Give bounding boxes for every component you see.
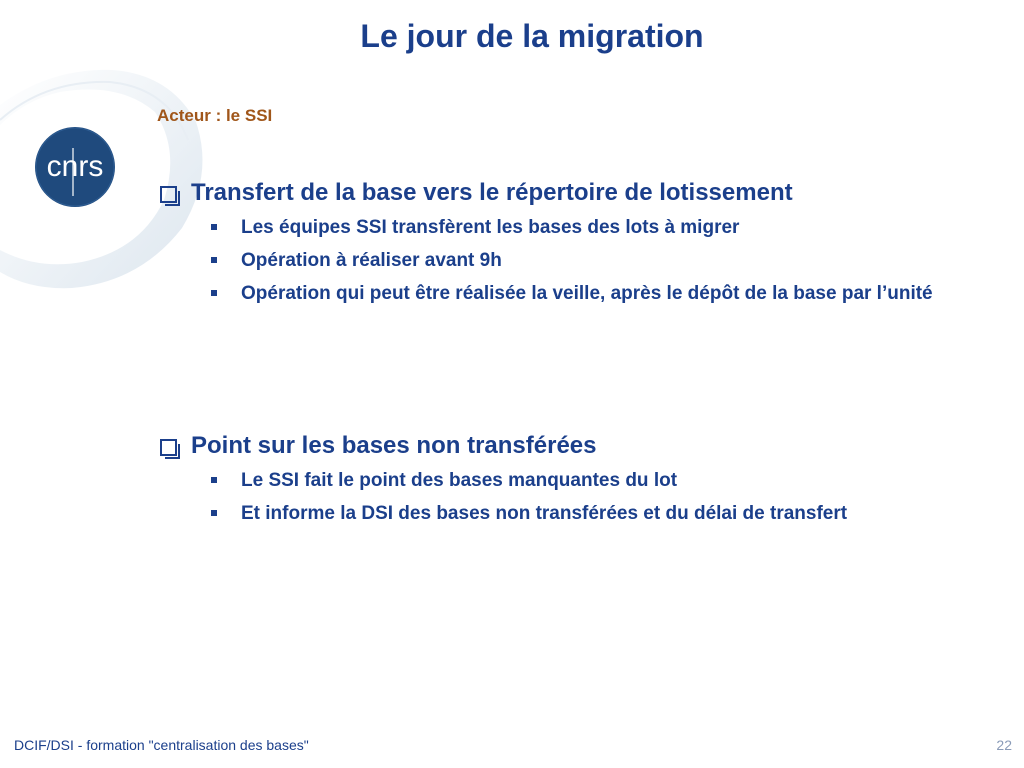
- list-item: [160, 214, 940, 241]
- page-number: 22: [996, 737, 1012, 753]
- list-item: [160, 247, 940, 274]
- bullet-list: [160, 214, 940, 307]
- section-heading-text: Transfert de la base vers le répertoire de lotissement: [191, 179, 793, 206]
- bullet-list: [160, 467, 940, 527]
- square-bullet-icon: [211, 477, 217, 483]
- section-heading-text: Point sur les bases non transférées: [191, 432, 597, 459]
- list-item-text: Les équipes SSI transfèrent les bases des lots à migrer: [241, 217, 740, 238]
- list-item-text: Opération à réaliser avant 9h: [241, 250, 502, 271]
- square-bullet-icon: [211, 224, 217, 230]
- section-heading: [160, 178, 940, 208]
- square-bullet-icon: [211, 510, 217, 516]
- list-item: [160, 280, 940, 307]
- slide-subtitle: Acteur : le SSI: [157, 106, 273, 125]
- list-item: [160, 500, 940, 527]
- list-item-text: Le SSI fait le point des bases manquantes du lot: [241, 470, 678, 491]
- list-item-text: Et informe la DSI des bases non transférées et du délai de transfert: [241, 503, 848, 524]
- square-bullet-icon: [211, 290, 217, 296]
- section-heading: [160, 431, 940, 461]
- cnrs-logo-icon: [34, 126, 116, 208]
- square-bullet-icon: [211, 257, 217, 263]
- section-point: [160, 431, 940, 533]
- checkbox-bullet-icon: [160, 439, 177, 456]
- footer-caption: DCIF/DSI - formation "centralisation des bases": [14, 737, 309, 753]
- list-item-text: Opération qui peut être réalisée la veille, après le dépôt de la base par l’unité: [241, 283, 933, 304]
- checkbox-bullet-icon: [160, 186, 177, 203]
- logo-text: cnrs: [46, 150, 104, 183]
- list-item: [160, 467, 940, 494]
- page-title: Le jour de la migration: [360, 18, 704, 54]
- section-transfert: [160, 178, 940, 313]
